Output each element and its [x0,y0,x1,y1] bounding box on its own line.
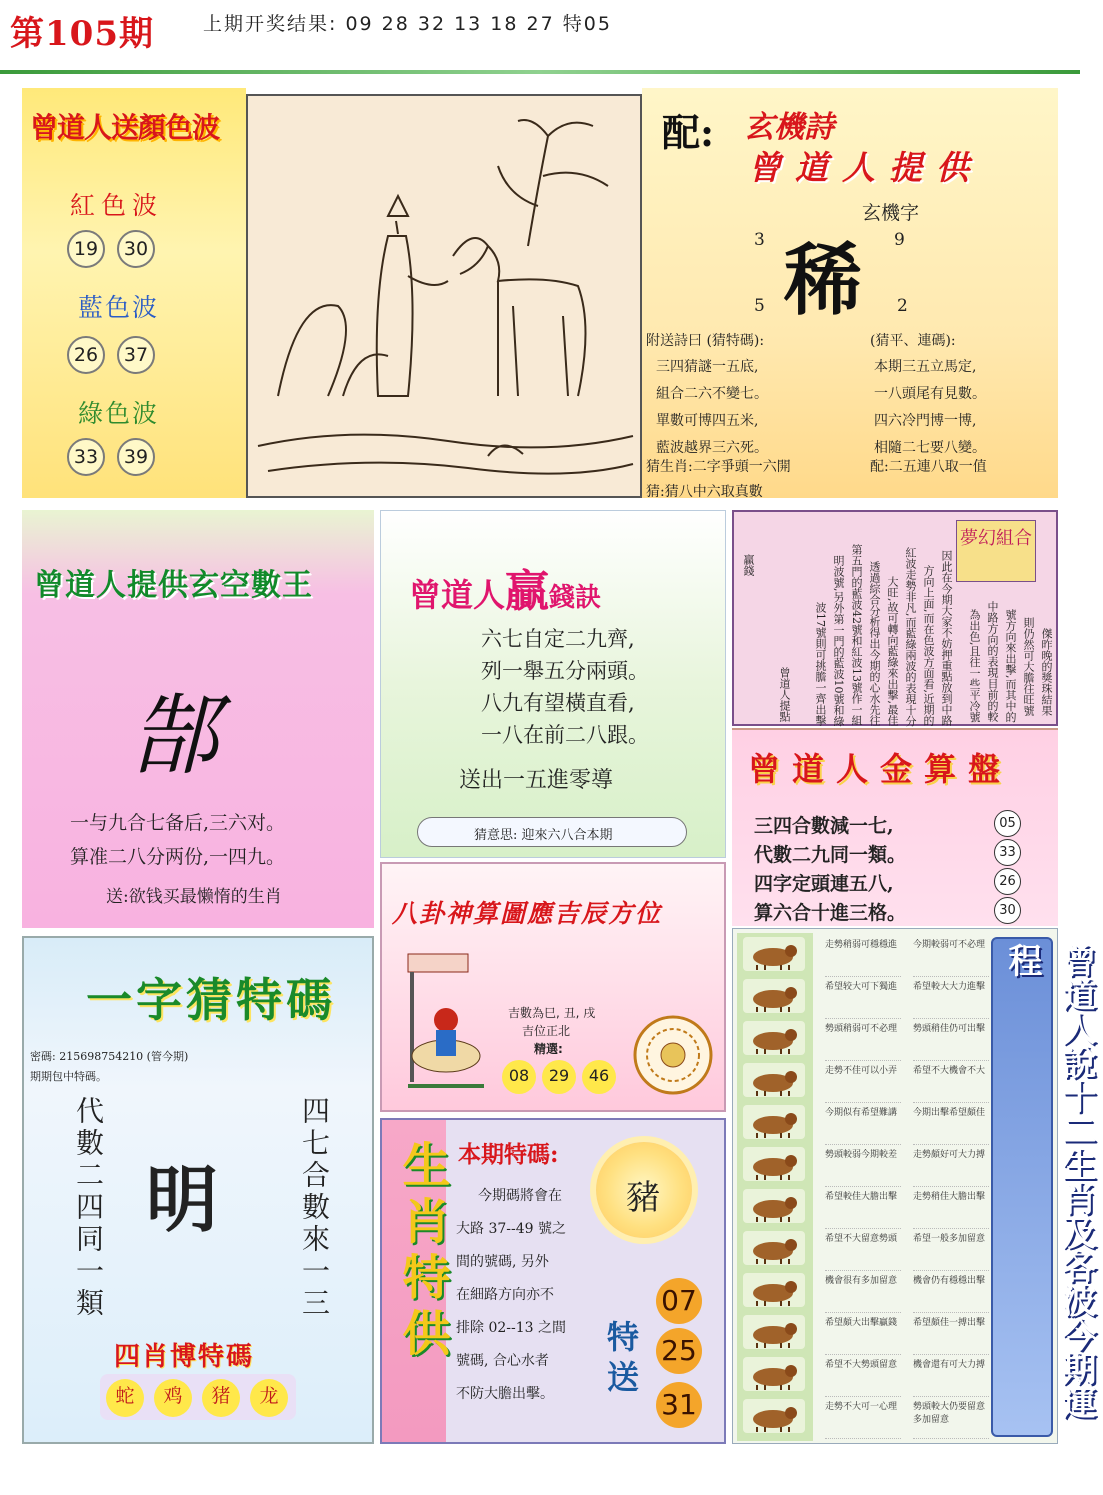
horse-icon [743,1189,805,1223]
zodiac-fortune-cell: 勢頭較大仍要留意多加留意 [913,1397,989,1439]
rat-icon [743,937,805,971]
bagua-ball-1: 08 [502,1060,536,1094]
win-verse-line: 八九有望橫直看, [481,691,635,715]
red-wave-label: 紅色波 [70,191,164,220]
green-wave-label: 綠色波 [78,399,160,428]
blue-ball-2: 37 [117,336,155,374]
red-ball-2: 30 [117,230,155,268]
special-body-line: 排除 02--13 之間 [456,1320,566,1336]
sixiao-ball: 龙 [250,1379,288,1417]
zodiac-fortune-cell: 機會很有多加留意 [825,1271,901,1313]
sketch-illustration [246,94,642,498]
win-verse-line: 六七自定二九齊, [481,627,635,651]
pei-line: 配:二五連八取一值 [870,459,987,475]
win-title-b: 贏 [505,566,550,617]
issue-number: 第105期 [10,14,154,54]
abacus-row-text: 算六合十進三格。 [754,902,907,924]
zodiac-fortune-cell: 希望較大大力進擊 [913,977,989,1019]
corner-number-1: 3 [754,230,765,250]
zodiac-col2-list [913,935,989,1439]
xuankong-line-1: 一与九合七备后,三六对。 [70,812,286,834]
snake-icon [743,1147,805,1181]
dragon-icon [743,1105,805,1139]
special-title: 本期特碼: [458,1141,559,1168]
magic-combo-panel [732,510,1058,726]
special-ball-3: 31 [656,1382,702,1428]
zodiac-fortune-cell: 機會還有可大力搏 [913,1355,989,1397]
zodiac-fortune-cell: 希望頗佳一搏出擊 [913,1313,989,1355]
win-verse-line: 列一舉五分兩頭。 [481,659,649,683]
color-wave-panel [22,88,246,498]
zodiac-fortune-cell: 勢頭稍佳仍可出擊 [913,1019,989,1061]
flower-badge [596,1142,692,1238]
yizi-title: 一字猜特碼 [86,973,336,1027]
poem-right-line: 四六冷門博一博, [874,413,977,429]
magic-column: 透過綜合分析得出今期的心水先往 [868,561,881,726]
zodiac-fortune-cell: 希望不大勢頭留意 [825,1355,901,1397]
zodiac-fortune-cell: 勢頭較弱今期較差 [825,1145,901,1187]
zodiac-fortune-cell: 走勢稍弱可穩穩進 [825,935,901,977]
special-body-line: 在細路方向亦不 [456,1287,554,1303]
xuanji-poem-title: 玄機詩 [744,110,834,145]
magic-column: 紅波走勢非凡,而藍綠兩波的表現十分 [904,546,917,726]
magic-badge: 夢幻組合 [956,520,1036,582]
red-ball-1: 19 [67,230,105,268]
corner-number-2: 9 [894,230,905,250]
zodiac-fortune-cell: 走勢不佳可以小弄 [825,1061,901,1103]
abacus-row-text: 四字定頭連五八, [754,873,894,895]
abacus-panel [732,728,1058,926]
win-title-c: 錢訣 [549,583,602,613]
magic-column: 則仍然可大膽往旺號 [1022,617,1035,716]
zodiac-fortune-cell: 走勢頗好可大力搏 [913,1145,989,1187]
tiger-icon [743,1021,805,1055]
abacus-title: 曾道人金算盤 [748,750,1013,788]
goat-icon [743,1231,805,1265]
sixiao-title: 四肖博特碼 [114,1342,255,1372]
poem-left-line: 三四猜謎一五底, [656,359,759,375]
zodiac-fortune-cell: 走勢稍佳大膽出擊 [913,1187,989,1229]
corner-number-4: 2 [897,296,908,316]
zodiac-fortune-cell: 希望一般多加留意 [913,1229,989,1271]
special-ball-1: 07 [656,1278,702,1324]
xuanji-big-char: 稀 [784,235,863,326]
xuankong-line-3: 送:欲钱买最懒惰的生肖 [106,887,282,907]
blue-ball-1: 26 [67,336,105,374]
yizi-right-column: 四七合數來一三 [298,1096,331,1320]
monkey-icon [743,1273,805,1307]
poem-left-line: 藍波越界三六死。 [656,440,768,456]
abacus-row-text: 代數二九同一類。 [754,844,907,866]
poem-right-line: 一八頭尾有見數。 [874,386,986,402]
yizi-panel [22,936,374,1444]
special-body-line: 號碼, 合心水者 [456,1353,549,1369]
bagua-ball-3: 46 [582,1060,616,1094]
man-and-horse-sketch [248,96,640,496]
special-side-title: 生肖特供 [394,1140,450,1364]
poem-right-heading: (猜平、連碼): [870,333,956,349]
win-riddle-box [417,817,687,847]
bagua-select: 精選: [534,1042,563,1056]
magic-column: 第五門的藍波42號和紅波13號作一組 [850,544,863,726]
magic-column: 因此在今期大家不妨押重點放到中路 [940,550,953,726]
green-ball-1: 33 [67,438,105,476]
xuanji-char-label: 玄機字 [862,202,920,224]
abacus-rows [754,812,906,928]
bagua-panel [380,862,726,1112]
xuankong-line-2: 算准二八分两份,一四九。 [70,846,286,868]
rabbit-icon [743,1063,805,1097]
color-wave-title: 曾道人送顏色波 [30,111,220,144]
zodiac-fortune-cell: 希望较大可下獨進 [825,977,901,1019]
win-money-panel [380,510,726,858]
guess-shengxiao: 猜生肖:二字爭頭一六開 [646,459,791,475]
special-body-line: 間的號碼, 另外 [456,1254,549,1270]
xuankong-title: 曾道人提供玄空數王 [34,568,313,603]
magic-column: 號方向來出擊,而其中的 [1004,608,1017,722]
yizi-sub: 期期包中特碼。 [30,1070,107,1083]
win-verse-line: 一八在前二八跟。 [481,723,649,747]
poem-right-line: 相隨二七要八變。 [874,440,986,456]
magic-column: 贏錢 [742,554,755,576]
special-body-line: 今期碼將會在 [478,1188,562,1204]
special-body-line: 大路 37--49 號之 [456,1221,566,1237]
zodiac-fortune-cell: 勢頭稍弱可不必理 [825,1019,901,1061]
win-riddle: 猜意思: 迎來六八合本期 [474,828,613,843]
te-send-label: 特送 [602,1320,640,1400]
zodiac-fortune-cell: 走勢不大可一心理 [825,1397,901,1439]
dog-icon [743,1357,805,1391]
magic-column: 大旺,故可轉向藍綠來出擊,最佳 [886,576,899,726]
warrior-horse-icon [398,946,494,1096]
xuankong-panel [22,510,374,928]
xuankong-big-char: 郜 [130,684,219,787]
win-send: 送出一五進零導 [459,768,614,793]
flower-char: 豬 [626,1178,660,1218]
zodiac-fortune-cell: 希望頗大出擊贏錢 [825,1313,901,1355]
special-ball-2: 25 [656,1328,702,1374]
win-title [409,555,601,619]
abacus-ball-3: 26 [994,868,1021,895]
poem-right-lines [874,354,986,462]
zodiac-fortune-cell: 希望較佳大膽出擊 [825,1187,901,1229]
special-body-line: 不防大膽出擊。 [456,1386,554,1402]
abacus-row-text: 三四合數減一七, [754,815,894,837]
poem-right-line: 本期三五立馬定, [874,359,977,375]
pig-icon [743,1399,805,1433]
bagua-ball-2: 29 [542,1060,576,1094]
special-code-panel [380,1118,726,1444]
zodiac-side-title: 曾道人說十二生肖及各波今期運程 [1002,943,1096,1419]
ox-icon [743,979,805,1013]
pei-label: 配: [662,110,715,155]
previous-result: 上期开奖结果: 09 28 32 13 18 27 特05 [203,13,612,35]
blue-wave-label: 藍色波 [78,293,160,322]
poem-left-heading: 附送詩曰 (猜特碼): [646,333,765,349]
yizi-left-column: 代數二四同一類 [72,1096,105,1320]
green-ball-2: 39 [117,438,155,476]
magic-text [738,516,1054,724]
poem-left-lines [656,354,768,462]
abacus-ball-2: 33 [994,839,1021,866]
win-verse [481,623,649,751]
zodiac-col2 [913,935,989,1439]
magic-column: 方向上面,而在色波方面看,近期的 [922,565,935,726]
rooster-icon [743,1315,805,1349]
poem-panel [642,88,1058,498]
zodiac-fortune-cell: 今期出擊希望頗佳 [913,1103,989,1145]
zodiac-fortune-cell: 今期較弱可不必理 [913,935,989,977]
magic-column: 為出色,且往一些平冷號 [968,608,981,722]
corner-number-3: 5 [754,296,765,316]
sixiao-ball: 猪 [202,1379,240,1417]
yizi-code: 密碼: 215698754210 (管今期) [30,1050,189,1063]
yizi-big-char: 明 [146,1157,219,1242]
sixiao-ball: 鸡 [154,1379,192,1417]
special-body [456,1180,566,1411]
zodiac-fortune-cell: 希望不大機會不大 [913,1061,989,1103]
bagua-ji-line: 吉數為巳, 丑, 戌 [508,1006,596,1020]
magic-column: 曾道人提點 [778,667,791,722]
abacus-ball-4: 30 [994,897,1021,924]
poem-left-line: 單數可博四五米, [656,413,759,429]
zodiac-col1 [825,935,901,1439]
magic-column: 波17號則可挑膽一齊出擊 [814,602,827,726]
guess-line: 猜:猜八中六取真數 [646,484,763,500]
abacus-ball-1: 05 [994,810,1021,837]
magic-column: 中路方向的表現目前的較 [986,601,999,722]
zodiac-col1-list [825,935,901,1439]
zodiac-fortune-cell: 機會仍有穩穩出擊 [913,1271,989,1313]
zodiac-fortune-cell: 今期似有希望難講 [825,1103,901,1145]
poem-left-line: 組合二六不變七。 [656,386,768,402]
win-title-a: 曾道人 [409,576,506,614]
bagua-title: 八卦神算圖應吉辰方位 [392,899,663,928]
zodiac-fortune-cell: 希望不大留意勢頭 [825,1229,901,1271]
header-divider [0,70,1080,74]
magic-column: 明波號,另外第一門的藍波10號和綠 [832,554,845,726]
sixiao-ball: 蛇 [106,1379,144,1417]
bagua-compass-icon [632,1014,714,1096]
provider-title: 曾道人提供 [748,148,983,187]
zodiac-panel [732,928,1096,1444]
bagua-pos-line: 吉位正北 [522,1024,571,1038]
magic-column: 傑昨晚的獎珠結果 [1040,628,1053,716]
